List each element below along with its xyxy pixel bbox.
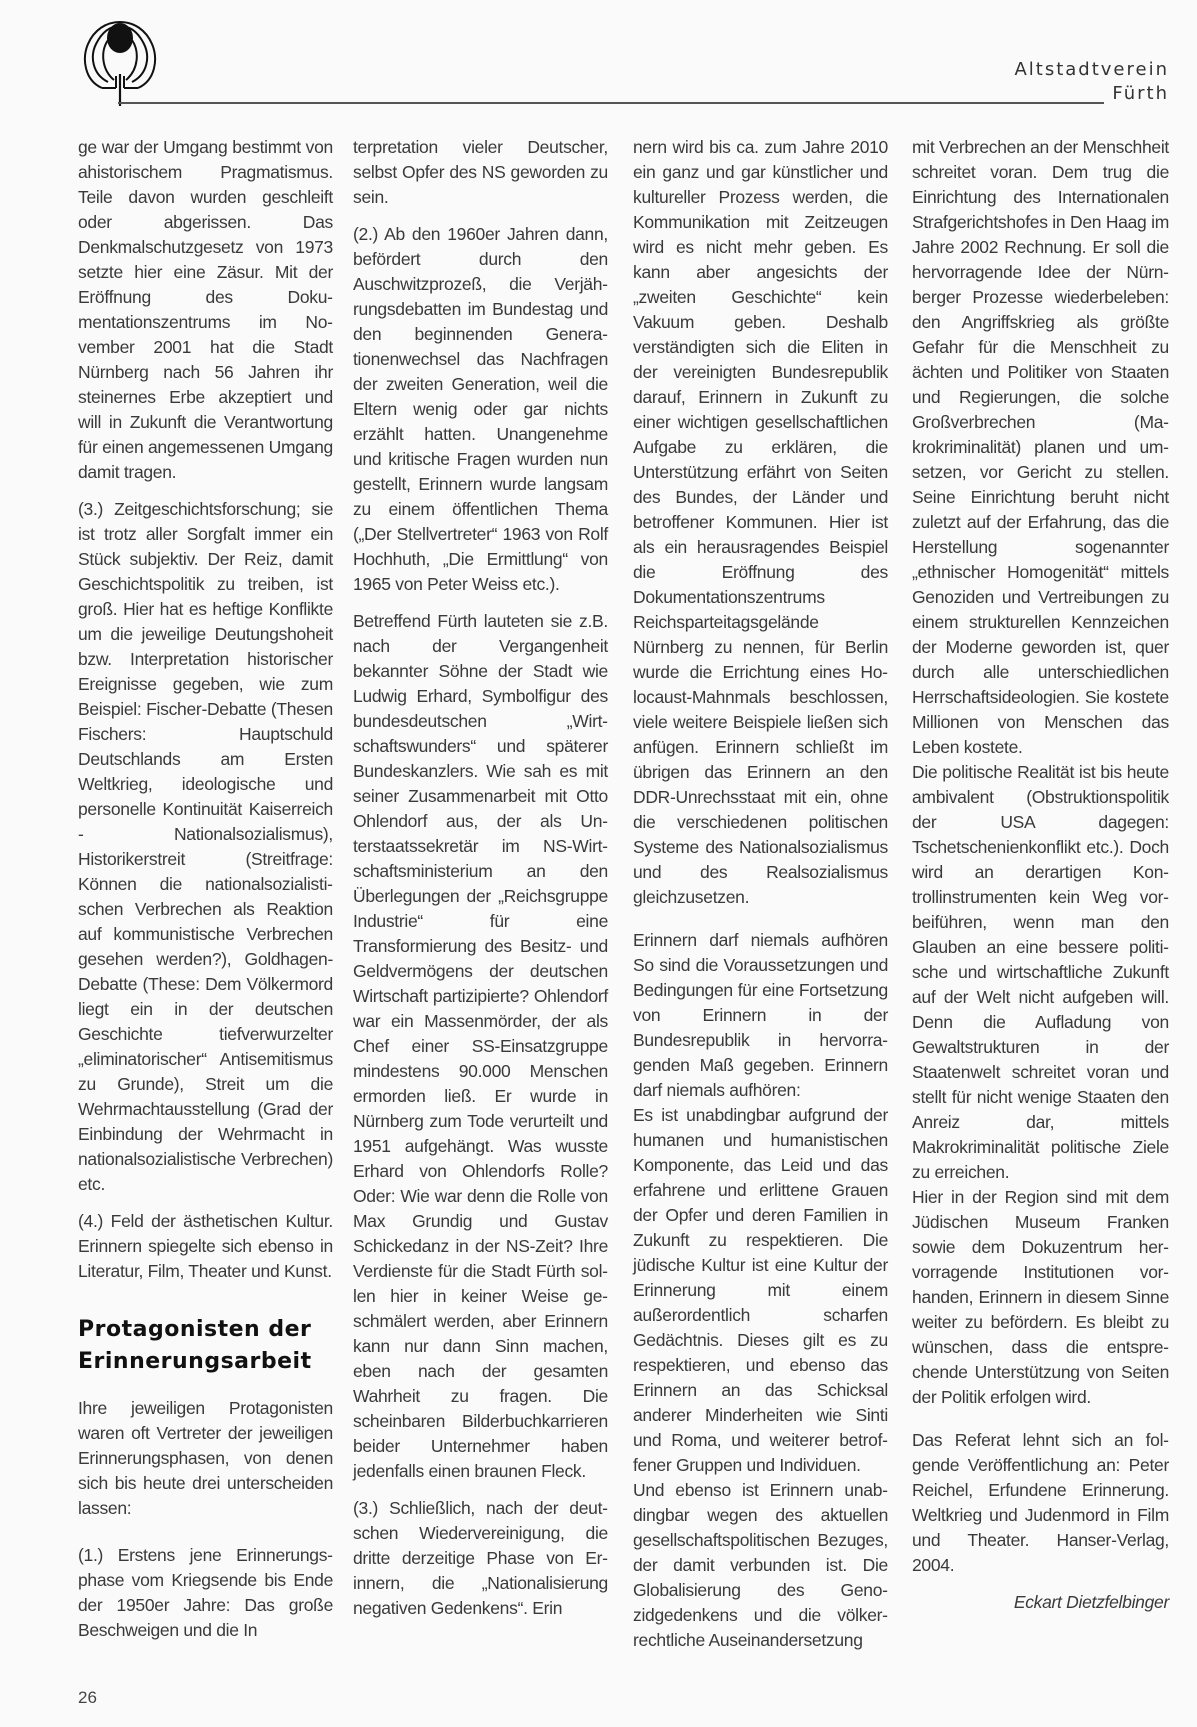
altstadtverein-logo-icon	[80, 18, 160, 110]
page-number: 26	[78, 1688, 97, 1707]
brand-line-2: Fürth	[1112, 83, 1169, 104]
paragraph: (2.) Ab den 1960er Jahren dann, befördert durch den Auschwitzprozeß, die Verjährungsdebatten im Bundestag und den beginnenden Generationenwechsel das Nachfragen der zweiten Generation, weil die Eltern wenig oder gar nichts erzählt hatten. Unangenehme und kritische Fragen wurden nun gestellt, Erinnern wurde langsam zu einem öffentlichen Thema („Der Stellvertreter“ 1963 von Rolf Hochhuth, „Die Ermittlung“ von 1965 von Peter Weiss etc.).	[353, 224, 608, 594]
paragraph: Die politische Realität ist bis heute ambivalent (Obstruktionspolitik der USA dagegen: Tschetschenienkonflikt etc.). Doch wird an derartigen Kontrollinstrumenten kein Weg vorbeiführen, wenn man den Glauben an eine bessere politische und wirtschaftliche Zukunft auf der Welt nicht aufgeben will. Denn die Aufladung von Gewaltstrukturen in der Staatenwelt schreitet voran und stellt für nicht wenige Staaten den Anreiz dar, mittels Makrokriminalität politische Ziele zu erreichen.	[912, 762, 1169, 1182]
paragraph: (4.) Feld der ästhetischen Kultur. Erinnern spiegelte sich ebenso in Literatur, Film, Theater und Kunst.	[78, 1211, 333, 1281]
paragraph: Erinnern darf niemals aufhören So sind die Voraussetzungen und Bedingungen für eine Fortsetzung von Erinnern in der Bundesrepublik in hervorragenden Maß gegeben. Erinnern darf niemals aufhören:	[633, 930, 888, 1100]
paragraph: Und ebenso ist Erinnern unabdingbar wegen des aktuellen gesellschaftspolitischen Bezuges, der damit verbunden ist. Die Globalisierung des Genozidgedenkens und die völkerrechtliche Auseinandersetzung	[633, 1480, 888, 1650]
paragraph: Es ist unabdingbar aufgrund der humanen und humanistischen Komponente, das Leid und das erfahrene und erlittene Grauen der Opfer und deren Familien in Zukunft zu respektieren. Die jüdische Kultur ist eine Kultur der Erinnerung mit einem außerordentlich scharfen Gedächtnis. Dieses gilt es zu respektieren, und ebenso das Erinnern an das Schicksal anderer Minderheiten wie Sinti und Roma, und weiterer betroffener Gruppen und Individuen.	[633, 1105, 888, 1475]
paragraph: Ihre jeweiligen Protagonisten waren oft Vertreter der jeweiligen Erinnerungsphasen, von denen sich bis heute drei unterscheiden lassen:	[78, 1398, 333, 1518]
column-1	[78, 135, 333, 1655]
brand-line-1: Altstadtverein	[1014, 59, 1169, 80]
column-4	[912, 135, 1169, 1627]
column-3	[633, 135, 888, 1653]
paragraph: Hier in der Region sind mit dem Jüdischen Museum Franken sowie dem Dokuzentrum hervorragende Institutionen vorhanden, Erinnern in diesem Sinne weiter zu befördern. Es bleibt zu wünschen, dass die entsprechende Unterstützung von Seiten der Politik erfolgen wird.	[912, 1187, 1169, 1407]
paragraph: nern wird bis ca. zum Jahre 2010 ein ganz und gar künstlicher und kultureller Prozess werden, die Kommunikation mit Zeitzeugen wird es nicht mehr geben. Es kann aber angesichts der „zweiten Geschichte“ kein Vakuum geben. Deshalb verständigten sich die Eliten in der vereinigten Bundesrepublik darauf, Erinnern in Zukunft zu einer wichtigen gesellschaftlichen Aufgabe zu erklären, die Unterstützung erfährt von Seiten des Bundes, der Länder und betroffener Kommunen. Hier ist als ein herausragendes Beispiel die Eröffnung des Dokumentationszentrums Reichsparteitagsgelände Nürnberg zu nennen, für Berlin wurde die Errichtung eines Holocaust-Mahnmals beschlossen, viele weitere Beispiele ließen sich anfügen. Erinnern schließt im übrigen das Erinnern an den DDR-Unrechsstaat mit ein, ohne die verschiedenen politischen Systeme des Nationalsozialismus und des Realsozialismus gleichzusetzen.	[633, 137, 888, 907]
paragraph: terpretation vieler Deutscher, selbst Opfer des NS geworden zu sein.	[353, 137, 608, 207]
paragraph: ge war der Umgang bestimmt von ahistorischem Pragmatismus. Teile davon wurden geschleift oder abgerissen. Das Denkmalschutzgesetz von 1973 setzte hier eine Zäsur. Mit der Eröffnung des Dokumentationszentrums im November 2001 hat die Stadt Nürnberg nach 56 Jahren ihr steinernes Erbe akzeptiert und will in Zukunft die Verantwortung für einen angemessenen Umgang damit tragen.	[78, 137, 333, 482]
header-rule	[118, 102, 1104, 104]
brand-name	[1014, 58, 1169, 106]
section-heading: Protagonisten der Erinnerungsarbeit	[78, 1317, 312, 1374]
paragraph: Das Referat lehnt sich an folgende Veröffentlichung an: Peter Reichel, Erfundene Erinnerung. Weltkrieg und Judenmord in Film und Theater. Hanser-Verlag, 2004.	[912, 1430, 1169, 1575]
paragraph: (1.) Erstens jene Erinnerungsphase vom Kriegsende bis Ende der 1950er Jahre: Das große Beschweigen und die In	[78, 1545, 333, 1640]
column-2	[353, 135, 608, 1633]
paragraph: (3.) Schließlich, nach der deutschen Wiedervereinigung, die dritte derzeitige Phase von Erinnern, die „Nationalisierung negativen Gedenkens“. Erin	[353, 1498, 608, 1618]
paragraph: mit Verbrechen an der Menschheit schreitet voran. Dem trug die Einrichtung des Internationalen Strafgerichtshofes in Den Haag im Jahre 2002 Rechnung. Er soll die hervorragende Idee der Nürnberger Prozesse wiederbeleben: den Angriffskrieg als größte Gefahr für die Menschheit zu ächten und Politiker von Staaten und Regierungen, die solche Großverbrechen (Makrokriminalität) planen und umsetzen, vor Gericht zu stellen. Seine Einrichtung beruht nicht zuletzt auf der Erfahrung, das die Herstellung sogenannter „ethnischer Homogenität“ mittels Genoziden und Vertreibungen zu einem strukturellen Kennzeichen der Moderne geworden ist, quer durch alle unterschiedlichen Herrschaftsideologien. Sie kostete Millionen von Menschen das Leben kostete.	[912, 137, 1169, 757]
paragraph: Betreffend Fürth lauteten sie z.B. nach der Vergangenheit bekannter Söhne der Stadt wie Ludwig Erhard, Symbolfigur des bundesdeutschen „Wirtschaftswunders“ und späterer Bundeskanzlers. Wie sah es mit seiner Zusammenarbeit mit Otto Ohlendorf aus, der als Unterstaatssekretär im NS-Wirtschaftsministerium an den Überlegungen der „Reichsgruppe Industrie“ für eine Transformierung des Besitz- und Geldvermögens der deutschen Wirtschaft partizipierte? Ohlendorf war ein Massenmörder, der als Chef einer SS-Einsatzgruppe mindestens 90.000 Menschen ermorden ließ. Er wurde in Nürnberg zum Tode verurteilt und 1951 aufgehängt. Was wusste Erhard von Ohlendorfs Rolle? Oder: Wie war denn die Rolle von Max Grundig und Gustav Schickedanz in der NS-Zeit? Ihre Verdienste für die Stadt Fürth sollen hier in keiner Weise geschmälert werden, aber Erinnern kann nur dann Sinn machen, eben nach der gesamten Wahrheit zu fragen. Die scheinbaren Bilderbuchkarrieren beider Unternehmer haben jedenfalls einen braunen Fleck.	[353, 611, 608, 1481]
author-signature: Eckart Dietzfelbinger	[1013, 1592, 1169, 1612]
paragraph: (3.) Zeitgeschichtsforschung; sie ist trotz aller Sorgfalt immer ein Stück subjektiv. Der Reiz, damit Geschichtspolitik zu treiben, ist groß. Hier hat es heftige Konflikte um die jeweilige Deutungshoheit bzw. Interpretation historischer Ereignisse gegeben, wie zum Beispiel: Fischer-Debatte (Thesen Fischers: Hauptschuld Deutschlands am Ersten Weltkrieg, ideologische und personelle Kontinuität Kaiserreich - Nationalsozialismus), Historikerstreit (Streitfrage: Können die nationalsozialistischen Verbrechen als Reaktion auf kommunistische Verbrechen gesehen werden?), Goldhagen-Debatte (These: Dem Völkermord liegt ein in der deutschen Geschichte tiefverwurzelter „eliminatorischer“ Antisemitismus zu Grunde), Streit um die Wehrmachtausstellung (Grad der Einbindung der Wehrmacht in nationalsozialistische Verbrechen) etc.	[78, 499, 333, 1194]
